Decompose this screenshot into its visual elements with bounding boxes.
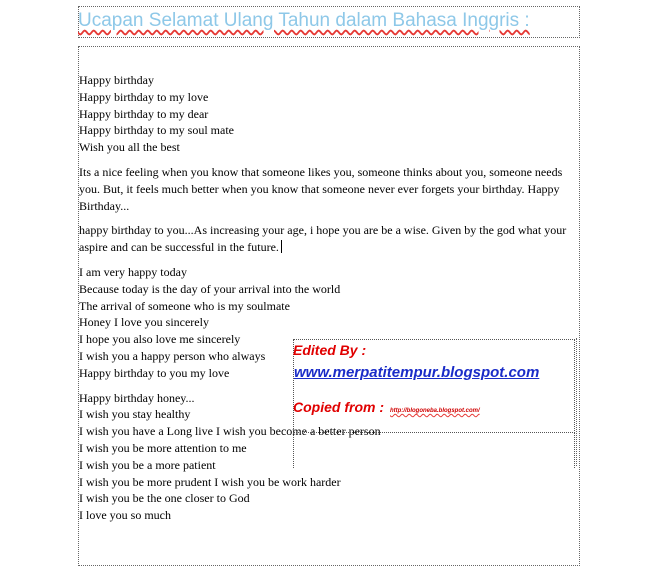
poem-line: I wish you be more prudent I wish you be work harder [79, 474, 341, 489]
poem-line: I hope you also love me sincerely [79, 332, 241, 347]
text-cursor [281, 240, 282, 253]
poem-line: I wish you stay healthy [79, 407, 191, 422]
poem-line: Because today is the day of your arrival into the world [79, 281, 341, 296]
poem-line: I wish you be the one closer to God [79, 491, 250, 506]
wish-line: Happy birthday to my love [79, 89, 209, 104]
text-area-frame-right [576, 338, 578, 466]
document-title: Ucapan Selamat Ulang Tahun dalam Bahasa Inggris : [78, 10, 530, 31]
poem-line: I wish you have a Long live I wish you become a better person [79, 424, 381, 439]
paragraph-1: Its a nice feeling when you know that someone likes you, someone thinks about you, someone needs you. But, it feels much better when you know that someone never ever forgets your birthday. Happy Birthday... [79, 164, 563, 213]
poem-line: I wish you be a more patient [79, 457, 216, 472]
poem-line: Happy birthday to you my love [79, 365, 230, 380]
poem-line: I wish you be more attention to me [79, 440, 247, 455]
copied-from-label: Copied from : [293, 399, 384, 415]
poem-line: I love you so much [79, 508, 171, 523]
poem-line: I wish you a happy person who always [79, 348, 266, 363]
poem-line: Honey I love you sincerely [79, 315, 209, 330]
wish-line: Happy birthday to my dear [79, 106, 209, 121]
poem-line: I am very happy today [79, 264, 187, 279]
edited-by-label: Edited By : [293, 342, 367, 358]
paragraph-2 [79, 222, 576, 256]
wish-line: Happy birthday [79, 73, 154, 87]
wishes-group-1 [79, 72, 576, 156]
poem-line: The arrival of someone who is my soulmate [79, 298, 290, 313]
paragraph-2-text: happy birthday to you...As increasing your age, i hope you are be a wise. Given by the god what your aspire and can be successful in the future. [79, 223, 567, 255]
copied-from-link[interactable]: http://blogoneba.blogspot.com/ [390, 408, 480, 414]
poem-line: Happy birthday honey... [79, 390, 195, 405]
copied-from-line [293, 399, 480, 415]
wish-line: Happy birthday to my soul mate [79, 123, 234, 138]
wish-line: Wish you all the best [79, 140, 180, 155]
credit-text-box-lower [293, 432, 575, 468]
edited-by-link[interactable]: www.merpatitempur.blogspot.com [294, 364, 540, 381]
